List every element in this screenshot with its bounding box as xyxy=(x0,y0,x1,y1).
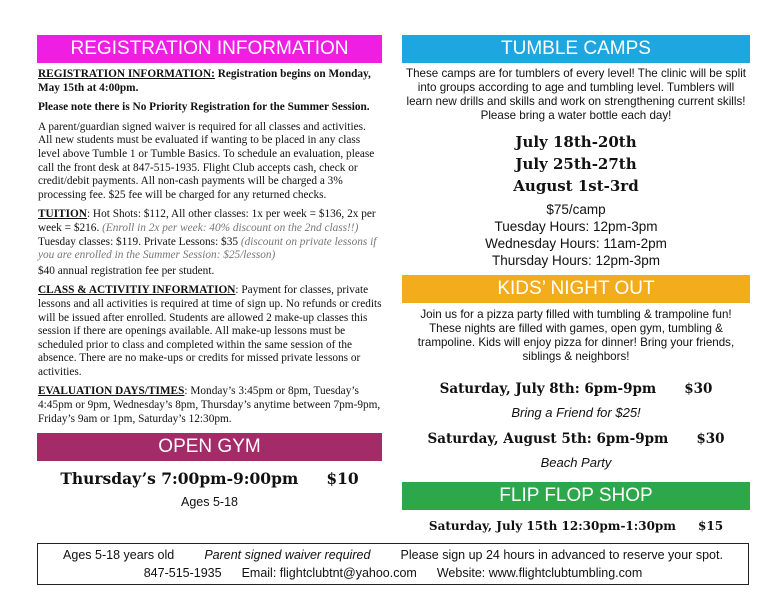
class-info-label: CLASS & ACTIVITIY INFORMATION xyxy=(38,284,236,297)
tumble-camps-header: TUMBLE CAMPS xyxy=(402,35,750,63)
registration-intro-label: REGISTRATION INFORMATION: xyxy=(38,68,215,80)
waiver-paragraph: A parent/guardian signed waiver is required for all classes and activities. All new students must be evaluated if wanting to be placed in any class level above Tumble 1 or Tumble Basics. To schedule an evaluation, please call the front desk at 847-515-1935. Flight Club accepts cash, check or credit/debit payments. All non-cash payments will be charged a 3% processing fee. $25 fee will be charged for any returned checks. xyxy=(38,120,375,201)
tumble-hours: Thursday Hours: 12pm-3pm xyxy=(491,253,661,268)
kids-night-description: Join us for a pizza party filled with tumbling & trampoline fun! These nights are filled with games, open gym, tumbling & trampoline. Kids will enjoy pizza for dinner! Bring your friends, siblings & neighbors! xyxy=(417,308,735,363)
annual-fee: $40 annual registration fee per student. xyxy=(38,264,215,277)
tumble-date: August 1st-3rd xyxy=(513,177,639,195)
tumble-hours: Tuesday Hours: 12pm-3pm xyxy=(494,219,658,234)
open-gym-time: Thursday’s 7:00pm-9:00pm xyxy=(60,469,299,488)
tumble-hours: Wednesday Hours: 11am-2pm xyxy=(485,236,667,251)
kids-night-event-price: $30 xyxy=(684,381,713,397)
evaluation-label: EVALUATION DAYS/TIMES xyxy=(38,385,185,398)
footer-email[interactable]: Email: flightclubtnt@yahoo.com xyxy=(241,566,417,580)
kids-night-event-note: Beach Party xyxy=(540,455,612,470)
tumble-date: July 25th-27th xyxy=(515,155,637,173)
footer-website[interactable]: Website: www.flightclubtumbling.com xyxy=(436,566,643,580)
footer-box xyxy=(37,543,749,585)
footer-ages: Ages 5-18 years old xyxy=(63,548,175,562)
tumble-description: These camps are for tumblers of every level! The clinic will be split into groups according to age and tumbling level. Tumblers will learn new drills and skills and work on strengthening current skills! Please bring a water bottle each day! xyxy=(406,67,747,122)
kids-night-header: KIDS’ NIGHT OUT xyxy=(402,275,750,303)
kids-night-event-date: Saturday, August 5th: 6pm-9pm xyxy=(427,431,669,447)
evaluation-text: : Monday’s 3:45pm or 8pm, Tuesday’s 4:45pm or 9pm, Wednesday’s 8pm, Thursday’s anytime between 7pm-9pm, Friday’s 9am or 1pm, Saturday’s 12:30pm. xyxy=(38,385,381,425)
tuesday-text: Tuesday classes: $119. Private Lessons: $35 xyxy=(38,235,241,248)
priority-note: Please note there is No Priority Registration for the Summer Session. xyxy=(38,101,370,114)
tumble-price: $75/camp xyxy=(546,202,606,217)
private-discount: (discount on private lessons if you are enrolled in the Summer Session: $25/lesson) xyxy=(38,235,377,262)
kids-night-event-date: Saturday, July 8th: 6pm-9pm xyxy=(439,381,657,397)
kids-night-event-note: Bring a Friend for $25! xyxy=(511,405,641,420)
flip-flop-header: FLIP FLOP SHOP xyxy=(402,482,750,510)
class-info-text: : Payment for classes, private lessons and all activities is required at time of sign up. No refunds or credits will be issued after enrolled. Students are allowed 2 make-up classes this session if there are openings available. All make-up lessons must be scheduled prior to class and completed within the same session of the absence. There are no make-ups or credits for missed private lessons or activities. xyxy=(38,284,382,378)
registration-header: REGISTRATION INFORMATION xyxy=(37,35,382,63)
tuition-label: TUITION xyxy=(38,208,87,221)
kids-night-event-price: $30 xyxy=(696,431,725,447)
registration-intro-text: Registration begins on Monday, May 15th at 4:00pm. xyxy=(38,68,371,94)
registration-body xyxy=(38,68,382,432)
open-gym-price: $10 xyxy=(326,469,359,488)
open-gym-ages: Ages 5-18 xyxy=(181,495,238,509)
tuition-text: : Hot Shots: $112, All other classes: 1x per week = $136, 2x per week = $216. xyxy=(38,208,376,234)
flip-flop-date: Saturday, July 15th 12:30pm-1:30pm xyxy=(428,519,677,533)
footer-signup: Please sign up 24 hours in advanced to reserve your spot. xyxy=(400,548,723,562)
footer-phone: 847-515-1935 xyxy=(143,566,222,580)
tumble-date: July 18th-20th xyxy=(515,133,637,151)
open-gym-header: OPEN GYM xyxy=(37,433,382,461)
footer-waiver: Parent signed waiver required xyxy=(204,548,371,562)
tuition-discount: (Enroll in 2x per week: 40% discount on the 2nd class!!) xyxy=(102,221,359,234)
flip-flop-price: $15 xyxy=(698,519,724,533)
